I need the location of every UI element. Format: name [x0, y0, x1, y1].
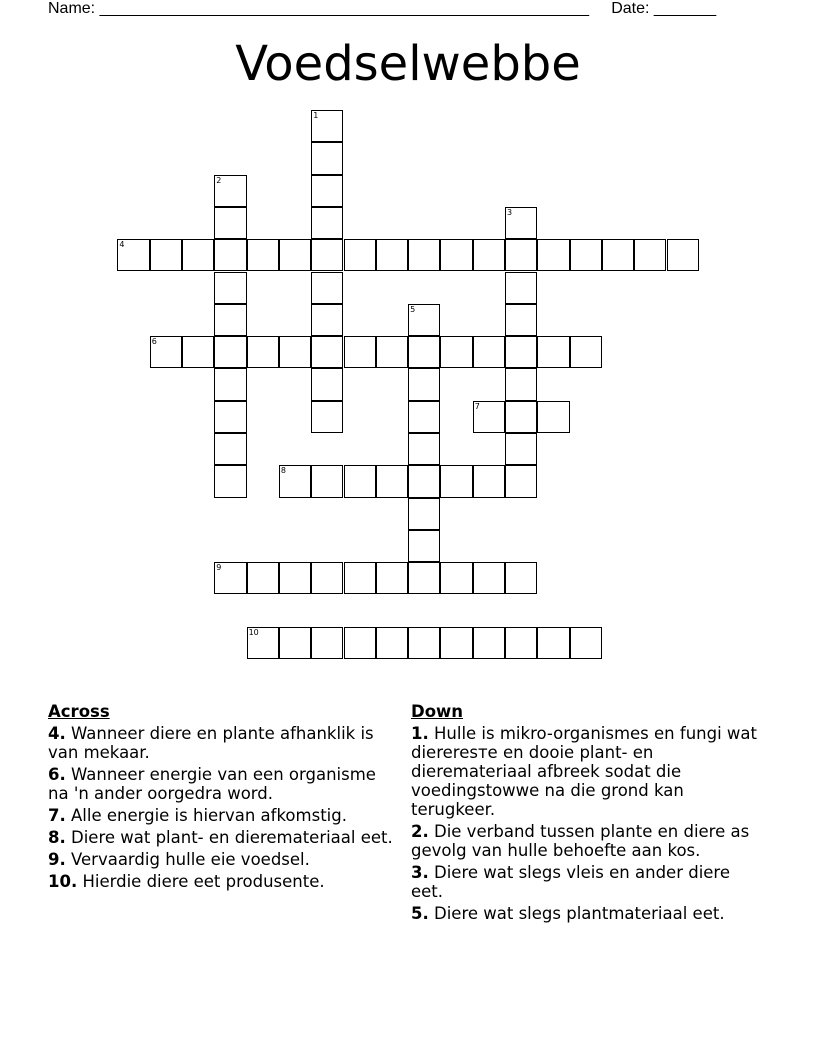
grid-cell[interactable]	[150, 239, 182, 271]
grid-cell[interactable]	[279, 627, 311, 659]
grid-cell[interactable]	[214, 562, 246, 594]
clue-text: Diere wat slegs plantmateriaal eet.	[434, 904, 725, 923]
grid-cell[interactable]	[505, 336, 537, 368]
grid-cell[interactable]	[570, 627, 602, 659]
grid-cell[interactable]	[311, 465, 343, 497]
grid-cell[interactable]	[537, 401, 569, 433]
grid-cell[interactable]	[602, 239, 634, 271]
clue-text: Die verband tussen plante en diere as gevolg van hulle behoefte aan kos.	[411, 822, 750, 860]
clue-number: 1.	[411, 724, 429, 743]
clue-across-9	[48, 850, 393, 869]
grid-cell[interactable]	[279, 239, 311, 271]
grid-cell[interactable]	[279, 465, 311, 497]
grid-cell[interactable]	[667, 239, 699, 271]
grid-cell[interactable]	[311, 175, 343, 207]
clue-text: Hulle is mikro-organismes en fungi wat diereresте en dooie plant- en dierematerіaal afbreek sodat die voedingstowwe na die grond kan terugkeer.	[411, 724, 757, 819]
grid-cell[interactable]	[440, 562, 472, 594]
cell-number: 1	[313, 111, 319, 120]
grid-cell[interactable]	[214, 465, 246, 497]
clue-number: 8.	[48, 828, 66, 847]
clue-text: Hierdie diere eet produsente.	[82, 872, 325, 891]
cell-number: 7	[474, 401, 480, 411]
across-heading: Across	[48, 702, 110, 721]
grid-cell[interactable]	[440, 627, 472, 659]
grid-cell[interactable]	[117, 239, 149, 271]
grid-cell[interactable]	[344, 627, 376, 659]
grid-cell[interactable]	[537, 239, 569, 271]
grid-cell[interactable]	[570, 336, 602, 368]
grid-cell[interactable]	[505, 207, 537, 239]
grid-cell[interactable]	[311, 336, 343, 368]
clue-number: 4.	[48, 724, 66, 743]
grid-cell[interactable]	[408, 465, 440, 497]
clue-number: 10.	[48, 872, 78, 891]
grid-cell[interactable]	[408, 433, 440, 465]
grid-cell[interactable]	[214, 368, 246, 400]
grid-cell[interactable]	[214, 272, 246, 304]
clue-number: 6.	[48, 765, 66, 784]
grid-cell[interactable]	[408, 304, 440, 336]
grid-cell[interactable]	[247, 336, 279, 368]
grid-cell[interactable]	[214, 433, 246, 465]
grid-cell[interactable]	[473, 465, 505, 497]
clue-number: 9.	[48, 850, 66, 869]
grid-cell[interactable]	[182, 336, 214, 368]
grid-cell[interactable]	[570, 239, 602, 271]
grid-cell[interactable]	[376, 562, 408, 594]
grid-cell[interactable]	[150, 336, 182, 368]
grid-cell[interactable]	[408, 368, 440, 400]
name-date-line: Name: _______________________________________________________ Date: _______	[48, 0, 717, 17]
clue-number: 3.	[411, 863, 429, 882]
grid-cell[interactable]	[311, 562, 343, 594]
grid-cell[interactable]	[505, 239, 537, 271]
grid-cell[interactable]	[408, 530, 440, 562]
grid-cell[interactable]	[311, 272, 343, 304]
grid-cell[interactable]	[344, 336, 376, 368]
grid-cell[interactable]	[247, 562, 279, 594]
cell-number: 10	[248, 627, 259, 637]
grid-cell[interactable]	[344, 465, 376, 497]
clue-across-8	[48, 828, 393, 847]
grid-cell[interactable]	[344, 239, 376, 271]
clue-text: Wanneer diere en plante afhanklik is van mekaar.	[48, 724, 374, 762]
cell-number: 4	[119, 240, 125, 250]
grid-cell[interactable]	[214, 175, 246, 207]
grid-cell[interactable]	[408, 498, 440, 530]
clue-across-4	[48, 724, 393, 762]
clue-text: Vervaardig hulle eie voedsel.	[71, 850, 310, 869]
grid-cell[interactable]	[505, 562, 537, 594]
grid-cell[interactable]	[505, 304, 537, 336]
grid-cell[interactable]	[311, 110, 343, 142]
grid-cell[interactable]	[311, 304, 343, 336]
clue-text: Wanneer energie van een organisme na 'n ander oorgedra word.	[48, 765, 376, 803]
grid-cell[interactable]	[505, 627, 537, 659]
grid-cell[interactable]	[311, 627, 343, 659]
grid-cell[interactable]	[473, 336, 505, 368]
grid-cell[interactable]	[473, 627, 505, 659]
clue-text: Diere wat plant- en dierematerіaal eet.	[71, 828, 393, 847]
grid-cell[interactable]	[505, 401, 537, 433]
grid-cell[interactable]	[408, 627, 440, 659]
clue-down-2	[411, 822, 761, 860]
clue-down-5	[411, 904, 761, 923]
grid-cell[interactable]	[214, 401, 246, 433]
clue-across-7	[48, 806, 393, 825]
down-clues	[411, 702, 761, 926]
grid-cell[interactable]	[376, 627, 408, 659]
grid-cell[interactable]	[537, 627, 569, 659]
down-heading: Down	[411, 702, 464, 721]
grid-cell[interactable]	[182, 239, 214, 271]
cell-number: 6	[151, 337, 157, 347]
clue-number: 2.	[411, 822, 429, 841]
grid-cell[interactable]	[376, 239, 408, 271]
grid-cell[interactable]	[376, 465, 408, 497]
grid-cell[interactable]	[473, 562, 505, 594]
grid-cell[interactable]	[311, 142, 343, 174]
grid-cell[interactable]	[376, 336, 408, 368]
grid-cell[interactable]	[214, 207, 246, 239]
grid-cell[interactable]	[408, 239, 440, 271]
grid-cell[interactable]	[408, 562, 440, 594]
cell-number: 3	[507, 207, 513, 217]
grid-cell[interactable]	[311, 368, 343, 400]
grid-cell[interactable]	[311, 239, 343, 271]
clue-down-3	[411, 863, 761, 901]
clue-text: Alle energie is hiervan afkomstig.	[71, 806, 347, 825]
clue-number: 5.	[411, 904, 429, 923]
grid-cell[interactable]	[505, 433, 537, 465]
clue-across-6	[48, 765, 393, 803]
clue-number: 7.	[48, 806, 66, 825]
grid-cell[interactable]	[311, 207, 343, 239]
cell-number: 8	[280, 466, 286, 476]
grid-cell[interactable]	[247, 239, 279, 271]
grid-cell[interactable]	[440, 336, 472, 368]
grid-cell[interactable]	[214, 239, 246, 271]
grid-cell[interactable]	[440, 239, 472, 271]
grid-cell[interactable]	[473, 239, 505, 271]
grid-cell[interactable]	[279, 336, 311, 368]
grid-cell[interactable]	[505, 272, 537, 304]
grid-cell[interactable]	[505, 368, 537, 400]
clue-down-1	[411, 724, 761, 819]
grid-cell[interactable]	[214, 336, 246, 368]
clue-text: Diere wat slegs vleis en ander diere eet.	[411, 863, 731, 901]
grid-cell[interactable]	[505, 465, 537, 497]
grid-cell[interactable]	[634, 239, 666, 271]
cell-number: 5	[410, 304, 416, 314]
page-title: Voedselwebbe	[235, 36, 581, 92]
grid-cell[interactable]	[247, 627, 279, 659]
cell-number: 9	[216, 563, 222, 573]
grid-cell[interactable]	[473, 401, 505, 433]
grid-cell[interactable]	[311, 401, 343, 433]
across-clues	[48, 702, 393, 894]
grid-cell[interactable]	[279, 562, 311, 594]
cell-number: 2	[216, 175, 222, 185]
clue-across-10	[48, 872, 393, 891]
grid-cell[interactable]	[537, 336, 569, 368]
grid-cell[interactable]	[408, 336, 440, 368]
grid-cell[interactable]	[344, 562, 376, 594]
grid-cell[interactable]	[408, 401, 440, 433]
grid-cell[interactable]	[214, 304, 246, 336]
grid-cell[interactable]	[440, 465, 472, 497]
